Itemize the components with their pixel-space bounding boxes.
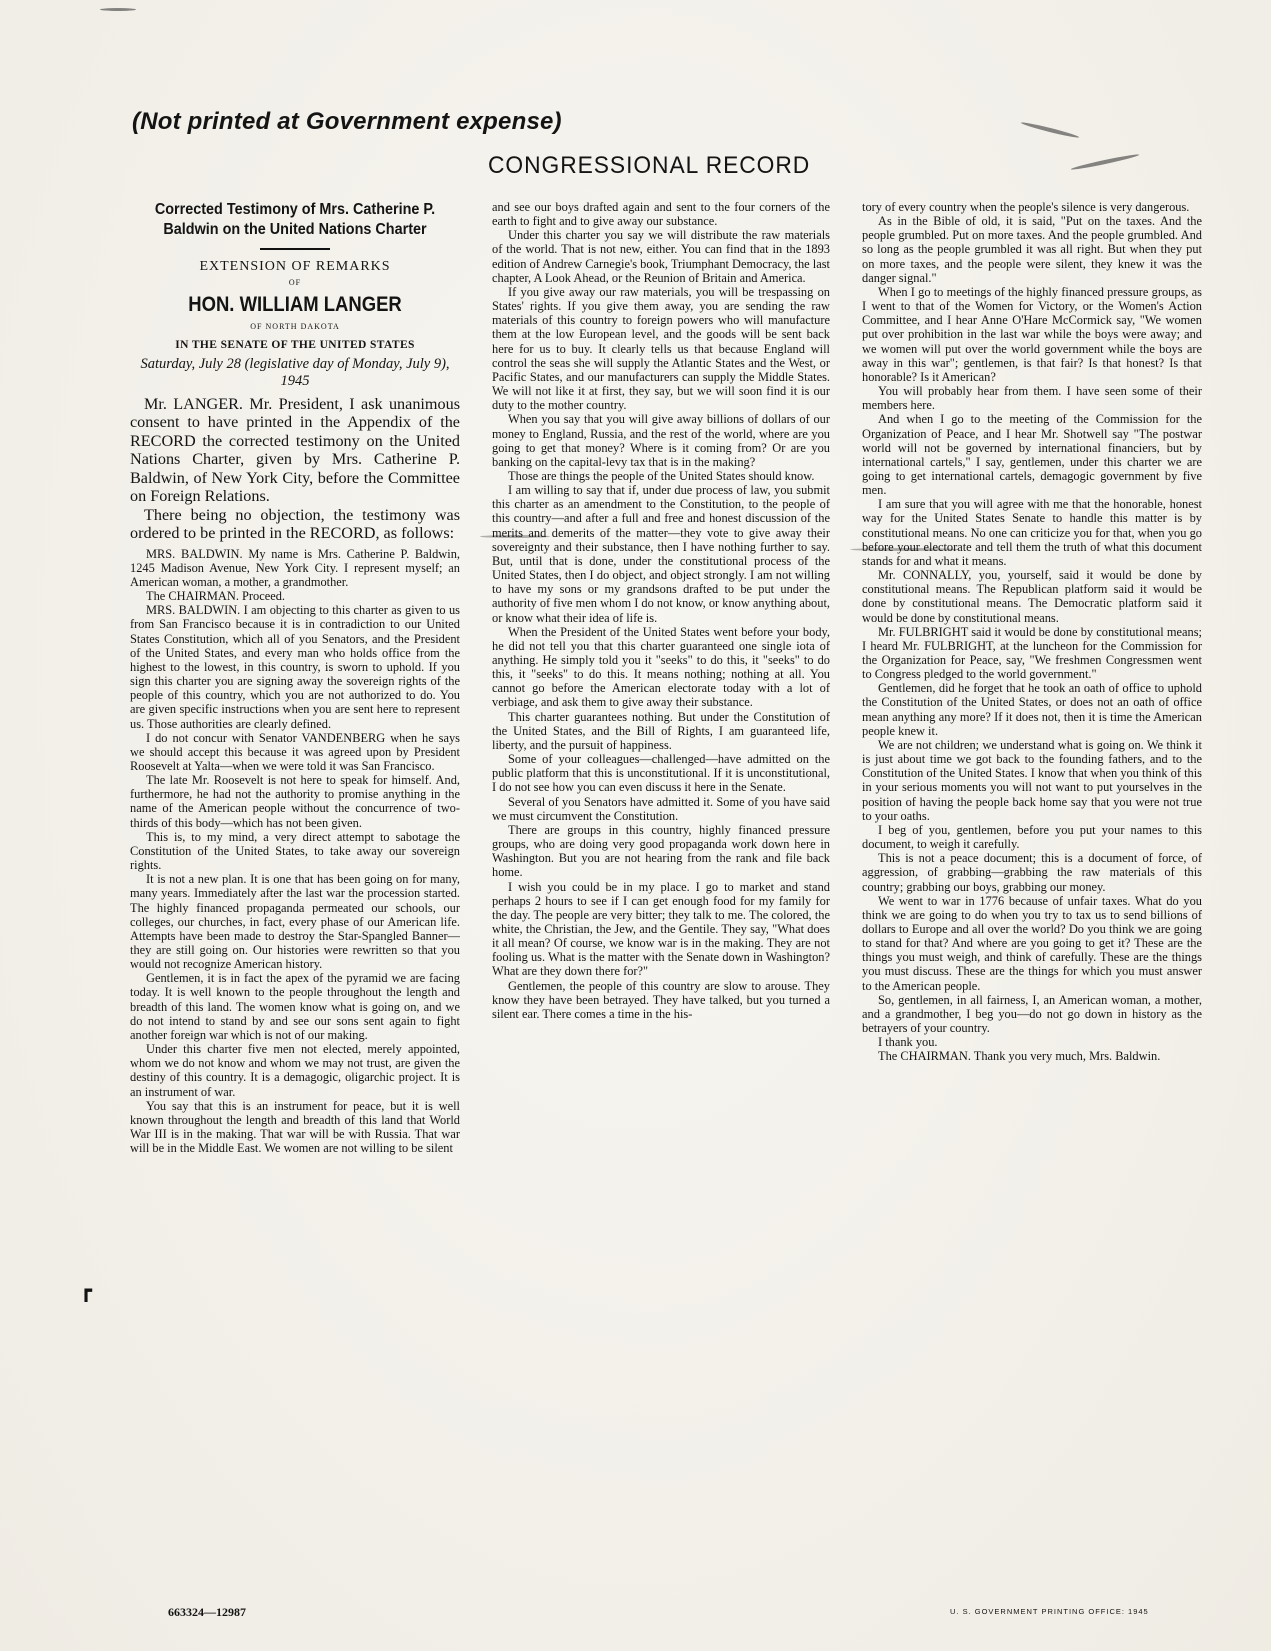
paragraph: The CHAIRMAN. Thank you very much, Mrs. Baldwin. <box>878 1049 1161 1064</box>
column-3 <box>862 200 1202 1620</box>
headline-rule <box>260 248 330 250</box>
paragraph: and see our boys drafted again and sent to the four corners of the earth to fight and to give away our substance. <box>492 200 830 229</box>
paragraph: Under this charter you say we will distribute the raw materials of the world. That is not new, either. You can find that in the 1893 edition of Andrew Carnegie's book, Triumphant Democracy, the last chapter, A Look Ahead, or the Reunion of Britain and America. <box>492 228 830 285</box>
paragraph: We went to war in 1776 because of unfair taxes. What do you think we are going to do when you try to tax us to send billions of dollars to Europe and all over the world? Do you think we are going to stand for that? And where are you going to get it? These are the things you must weigh, and think of carefully. These are the things you must discuss. These are the things for which you must answer to the American people. <box>862 893 1202 993</box>
paragraph: Gentlemen, the people of this country are slow to arouse. They know they have been betrayed. They have talked, but you turned a silent ear. There comes a time in the his- <box>492 978 830 1021</box>
notice-line: (Not printed at Government expense) <box>132 108 562 135</box>
paragraph: When the President of the United States went before your body, he did not tell you that this charter guaranteed one single iota of anything. He simply told you it "seeks" to do this, it "seeks" to do this, it "seeks" to do this. It means nothing; nothing at all. You cannot go before the American electorate today with a lot of verbiage, and ask them to give away their substance. <box>492 624 830 710</box>
paragraph: There being no objection, the testimony was ordered to be printed in the RECORD, as follows: <box>130 505 460 543</box>
date-line: Saturday, July 28 (legislative day of Monday, July 9), 1945 <box>140 355 450 389</box>
paragraph: I beg of you, gentlemen, before you put your names to this document, to weigh it carefully. <box>862 822 1202 852</box>
paragraph: It is not a new plan. It is one that has been going on for many, many years. Immediately after the last war the procession started. The highly financed propaganda permeated our schools, our colleges, our churches, in fact, every phase of our American life. Attempts have been made to destroy the Star-Spangled Banner—they are still going on. Our histories were rewritten so that you would not recognize American history. <box>130 872 460 972</box>
paragraph: So, gentlemen, in all fairness, I, an American woman, a mother, and a grandmother, I beg you—do not go down in history as the betrayers of your country. <box>862 992 1202 1036</box>
paragraph: tory of every country when the people's silence is very dangerous. <box>862 200 1190 214</box>
scan-smudge <box>1020 121 1079 139</box>
paragraph: And when I go to the meeting of the Commission for the Organization of Peace, and I hear Mr. Shotwell say "The postwar world will not be governed by international financiers, but by international cartels," I say, gentlemen, under this charter we are going to get international cartels, demagogic government by five men. <box>862 412 1202 498</box>
of-word: OF <box>288 278 302 288</box>
paragraph: If you give away our raw materials, you will be trespassing on States' rights. If you give them away, you are sending the raw materials of this country to foreign powers who will manufacture them at the low European level, and the goods will be sent back here for us to buy. It clearly tells us that because England will control the seas she will supply the Atlantic States and the West, or Pacific States, and our manufacturers can supply the Middle States. We will not like it at first, they say, but we will soon find it is our duty to the mother country. <box>492 284 830 413</box>
paragraph: Under this charter five men not elected, merely appointed, whom we do not know and whom we may not trust, are given the destiny of this country. It is a demagogic, oligarchic project. It is an instrument of war. <box>130 1042 460 1099</box>
paragraph: As in the Bible of old, it is said, "Put on the taxes. And the people grumbled. Put on more taxes. And the people grumbled. And so long as the people grumbled it was all right. But when they put on more taxes, and the people were silent, they knew it was the danger signal." <box>862 214 1202 285</box>
paragraph: I am willing to say that if, under due process of law, you submit this charter as an amendment to the Constitution, to the people of this country—and after a full and free and honest discussion of the merits and demerits of the matter—they vote to give away their sovereignty and their substance, then I have nothing further to say. But, until that is done, under the constitutional process of the United States, then I do object, and object strongly. I am not willing to have my sons or my grandsons drafted to be put under the authority of five men whom I do not know, or know anything about, or know what their idea of life is. <box>492 483 830 625</box>
paragraph: The CHAIRMAN. Proceed. <box>146 589 286 604</box>
paragraph: I thank you. <box>878 1035 938 1050</box>
paragraph: We are not children; we understand what is going on. We think it is just about time we got back to the founding fathers, and to the Constitution of the United States. I know that when you think of this in your serious moments you will not want to put yourselves in the position of having the people back home say that you were not true to your oaths. <box>862 737 1202 823</box>
article-headline: Corrected Testimony of Mrs. Catherine P. Baldwin on the United Nations Charter <box>154 201 436 238</box>
paragraph: MRS. BALDWIN. I am objecting to this charter as given to us from San Francisco because it is in contradiction to our United States Constitution, which all of you Senators, and the President of the United States, and every man who holds office from the highest to the lowest, in this country, is sworn to uphold. If you sign this charter you are signing away the sovereign rights of the people of this country, which you are not authorized to do. You are given specific instructions when you are sent here to represent us. Those authorities are clearly defined. <box>130 603 460 731</box>
paragraph: When you say that you will give away billions of dollars of our money to England, Russia, and the rest of the world, where are you going to get that money? Where is it coming from? Or are you banking on the capital-levy tax that is in the making? <box>492 412 830 469</box>
paragraph: This charter guarantees nothing. But under the Constitution of the United States, and the Bill of Rights, I am guaranteed life, liberty, and the pursuit of happiness. <box>492 709 830 752</box>
paragraph: I wish you could be in my place. I go to market and stand perhaps 2 hours to see if I can get enough food for my family for the day. The people are very bitter; they talk to me. The colored, the white, the Christian, the Jew, and the Gentile. They say, "What does it all mean? Of course, we know war is in the making. They are not fooling us. What is the matter with the Senate down in Washington? What are they down there for?" <box>492 879 830 979</box>
print-job-number: 663324—12987 <box>168 1605 246 1619</box>
paragraph: Several of you Senators have admitted it. Some of you have said we must circumvent the Constitution. <box>492 794 830 823</box>
column-2 <box>492 200 830 1620</box>
paragraph: There are groups in this country, highly financed pressure groups, who are doing very good propaganda work down here in Washington. But you are not hearing from the rank and file back home. <box>492 822 830 880</box>
paragraph: Gentlemen, did he forget that he took an oath of office to uphold the Constitution of the United States, or does not an oath of office mean anything any more? If it does not, then it is time the American people knew it. <box>862 681 1202 738</box>
printer-imprint: U. S. GOVERNMENT PRINTING OFFICE: 1945 <box>950 1607 1149 1616</box>
paragraph: MRS. BALDWIN. My name is Mrs. Catherine P. Baldwin, 1245 Madison Avenue, New York City. I represent myself; an American woman, a mother, a grandmother. <box>130 546 460 589</box>
paragraph: I do not concur with Senator VANDENBERG when he says we should accept this because it was agreed upon by President Roosevelt at Yalta—when we were told it was San Francisco. <box>130 730 460 773</box>
senate-line: IN THE SENATE OF THE UNITED STATES <box>175 339 415 352</box>
paragraph: This is, to my mind, a very direct attempt to sabotage the Constitution of the United States, to take away our sovereign rights. <box>130 829 460 873</box>
paragraph: Some of your colleagues—challenged—have admitted on the public platform that this is unconstitutional. If it is unconstitutional, I do not see how you can even discuss it here in the Senate. <box>492 752 830 795</box>
scan-smudge <box>1070 153 1139 171</box>
paragraph: You say that this is an instrument for peace, but it is well known throughout the length and breadth of this land that World War III is in the making. That war will be with Russia. That war will be in the Middle East. We women are not willing to be silent <box>130 1098 460 1156</box>
paragraph: You will probably hear from them. I have seen some of their members here. <box>862 384 1202 413</box>
paragraph: When I go to meetings of the highly financed pressure groups, as I went to that of the Women for Victory, or the Women's Action Committee, and I hear Anne O'Hare McCormick say, "We women put over prohibition in the last war while the boys were away; and we women will put over the world government while the boys are away in this war"; gentlemen, is that fair? Is that honest? Is that honorable? Is it American? <box>862 284 1202 384</box>
paragraph: Gentlemen, it is in fact the apex of the pyramid we are facing today. It is well known to the people throughout the length and breadth of this land. The women know what is going on, and we do not intend to stand by and see our sons sent again to fight another foreign war which is not of our making. <box>130 971 460 1042</box>
masthead: CONGRESSIONAL RECORD <box>488 152 811 179</box>
paragraph: Mr. LANGER. Mr. President, I ask unanimous consent to have printed in the Appendix of the RECORD the corrected testimony on the United Nations Charter, given by Mrs. Catherine P. Baldwin, of New York City, before the Committee on Foreign Relations. <box>130 394 460 506</box>
margin-mark: ┏ <box>80 1280 93 1302</box>
senator-name: HON. WILLIAM LANGER <box>188 293 402 317</box>
intro-text <box>130 395 460 543</box>
paragraph: The late Mr. Roosevelt is not here to speak for himself. And, furthermore, he had not the authority to promise anything in the name of the American people without the concurrence of two-thirds of this body—which has not been given. <box>130 773 460 830</box>
paragraph: Mr. FULBRIGHT said it would be done by constitutional means; I heard Mr. FULBRIGHT, at the luncheon for the Commission for the Organization for Peace, say, "We freshmen Congressmen went to Congress pledged to the world government." <box>862 624 1202 682</box>
senator-state: OF NORTH DAKOTA <box>250 322 340 332</box>
paragraph: This is not a peace document; this is a document of force, of aggression, of grabbing—grabbing the raw materials of this country; grabbing our boys, grabbing our money. <box>862 851 1202 894</box>
column-1-body <box>130 547 460 1156</box>
scan-smudge <box>100 8 136 11</box>
paragraph: Those are things the people of the United States should know. <box>508 468 815 483</box>
column-1 <box>130 200 460 1620</box>
paragraph: I am sure that you will agree with me that the honorable, honest way for the United States Senate to handle this matter is by constitutional means. No one can criticize you for that, when you go before your electorate and tell them the truth of what this document stands for and what it means. <box>862 497 1202 568</box>
extension-heading: EXTENSION OF REMARKS <box>199 259 391 274</box>
paragraph: Mr. CONNALLY, you, yourself, said it would be done by constitutional means. The Republican platform said it would be done by constitutional means. The Democratic platform said it would be done by constitutional means. <box>862 568 1202 625</box>
